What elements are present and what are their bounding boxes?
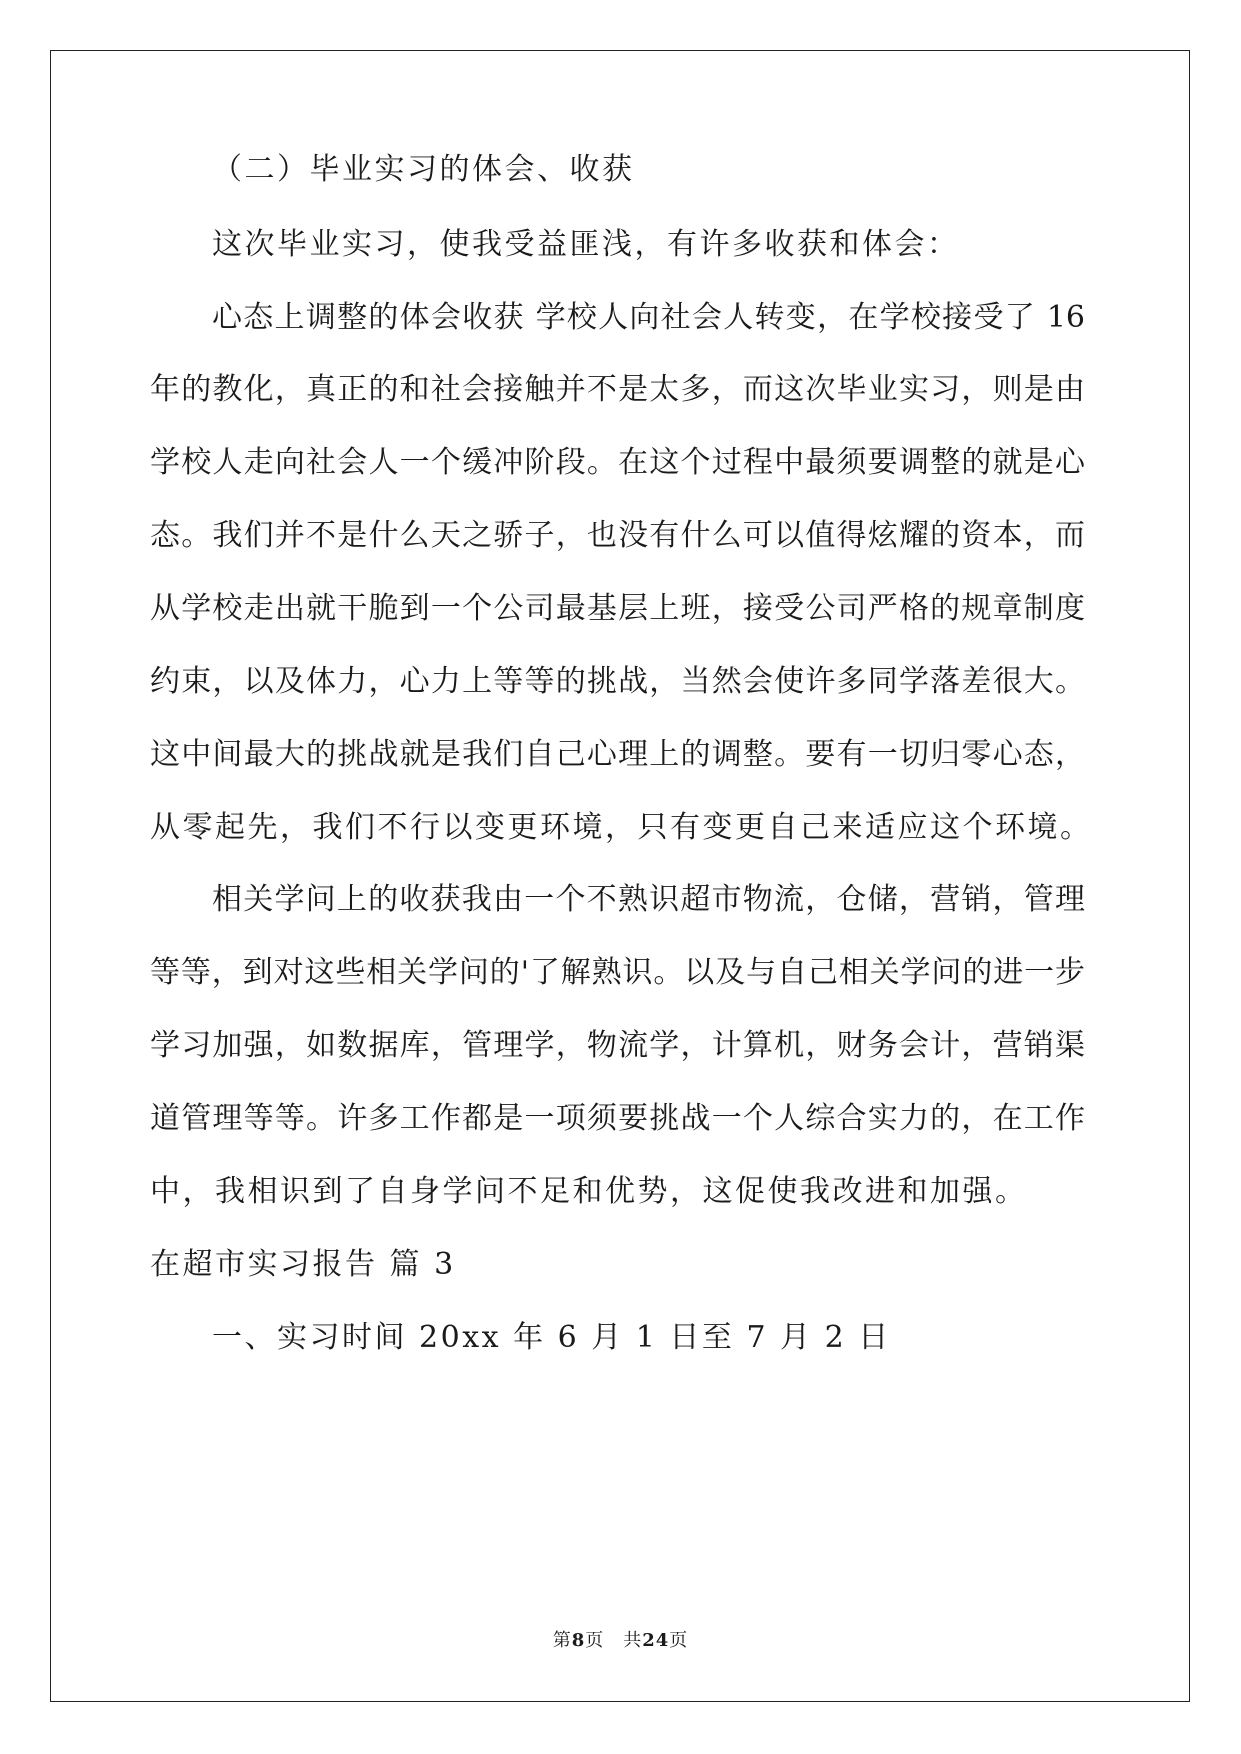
- paragraph-line: 道管理等等。许多工作都是一项须要挑战一个人综合实力的，在工作: [150, 1101, 1085, 1136]
- page-number: 8: [571, 1630, 586, 1651]
- paragraph-line: 从学校走出就干脆到一个公司最基层上班，接受公司严格的规章制度: [150, 591, 1085, 626]
- paragraph-line: 等等，到对这些相关学问的'了解熟识。以及与自己相关学问的进一步: [150, 955, 1085, 990]
- report-title: 在超市实习报告 篇 3: [150, 1247, 456, 1282]
- page-footer: [0, 1630, 1241, 1652]
- paragraph-line: 学校人走向社会人一个缓冲阶段。在这个过程中最须要调整的就是心: [150, 445, 1085, 480]
- paragraph-line: 年的教化，真正的和社会接触并不是太多，而这次毕业实习，则是由: [150, 372, 1085, 407]
- paragraph-line: 中，我相识到了自身学问不足和优势，这促使我改进和加强。: [150, 1174, 1028, 1209]
- section-heading: 一、实习时间 20xx 年 6 月 1 日至 7 月 2 日: [212, 1320, 891, 1355]
- section-heading: （二）毕业实习的体会、收获: [212, 152, 635, 187]
- paragraph-line: 心态上调整的体会收获 学校人向社会人转变，在学校接受了 16: [212, 300, 1085, 335]
- paragraph-line: 这次毕业实习，使我受益匪浅，有许多收获和体会：: [212, 227, 960, 262]
- paragraph-line: 从零起先，我们不行以变更环境，只有变更自己来适应这个环境。: [150, 810, 1093, 845]
- page-total: 24: [642, 1630, 670, 1651]
- paragraph-line: 态。我们并不是什么天之骄子，也没有什么可以值得炫耀的资本，而: [150, 518, 1085, 553]
- paragraph-line: 相关学问上的收获我由一个不熟识超市物流，仓储，营销，管理: [212, 882, 1085, 917]
- paragraph-line: 这中间最大的挑战就是我们自己心理上的调整。要有一切归零心态，: [150, 737, 1085, 772]
- paragraph-line: 学习加强，如数据库，管理学，物流学，计算机，财务会计，营销渠: [150, 1028, 1085, 1063]
- paragraph-line: 约束，以及体力，心力上等等的挑战，当然会使许多同学落差很大。: [150, 664, 1085, 699]
- page-mid: 页 共: [585, 1630, 643, 1651]
- page-prefix: 第: [552, 1630, 572, 1651]
- page-suffix: 页: [669, 1630, 689, 1651]
